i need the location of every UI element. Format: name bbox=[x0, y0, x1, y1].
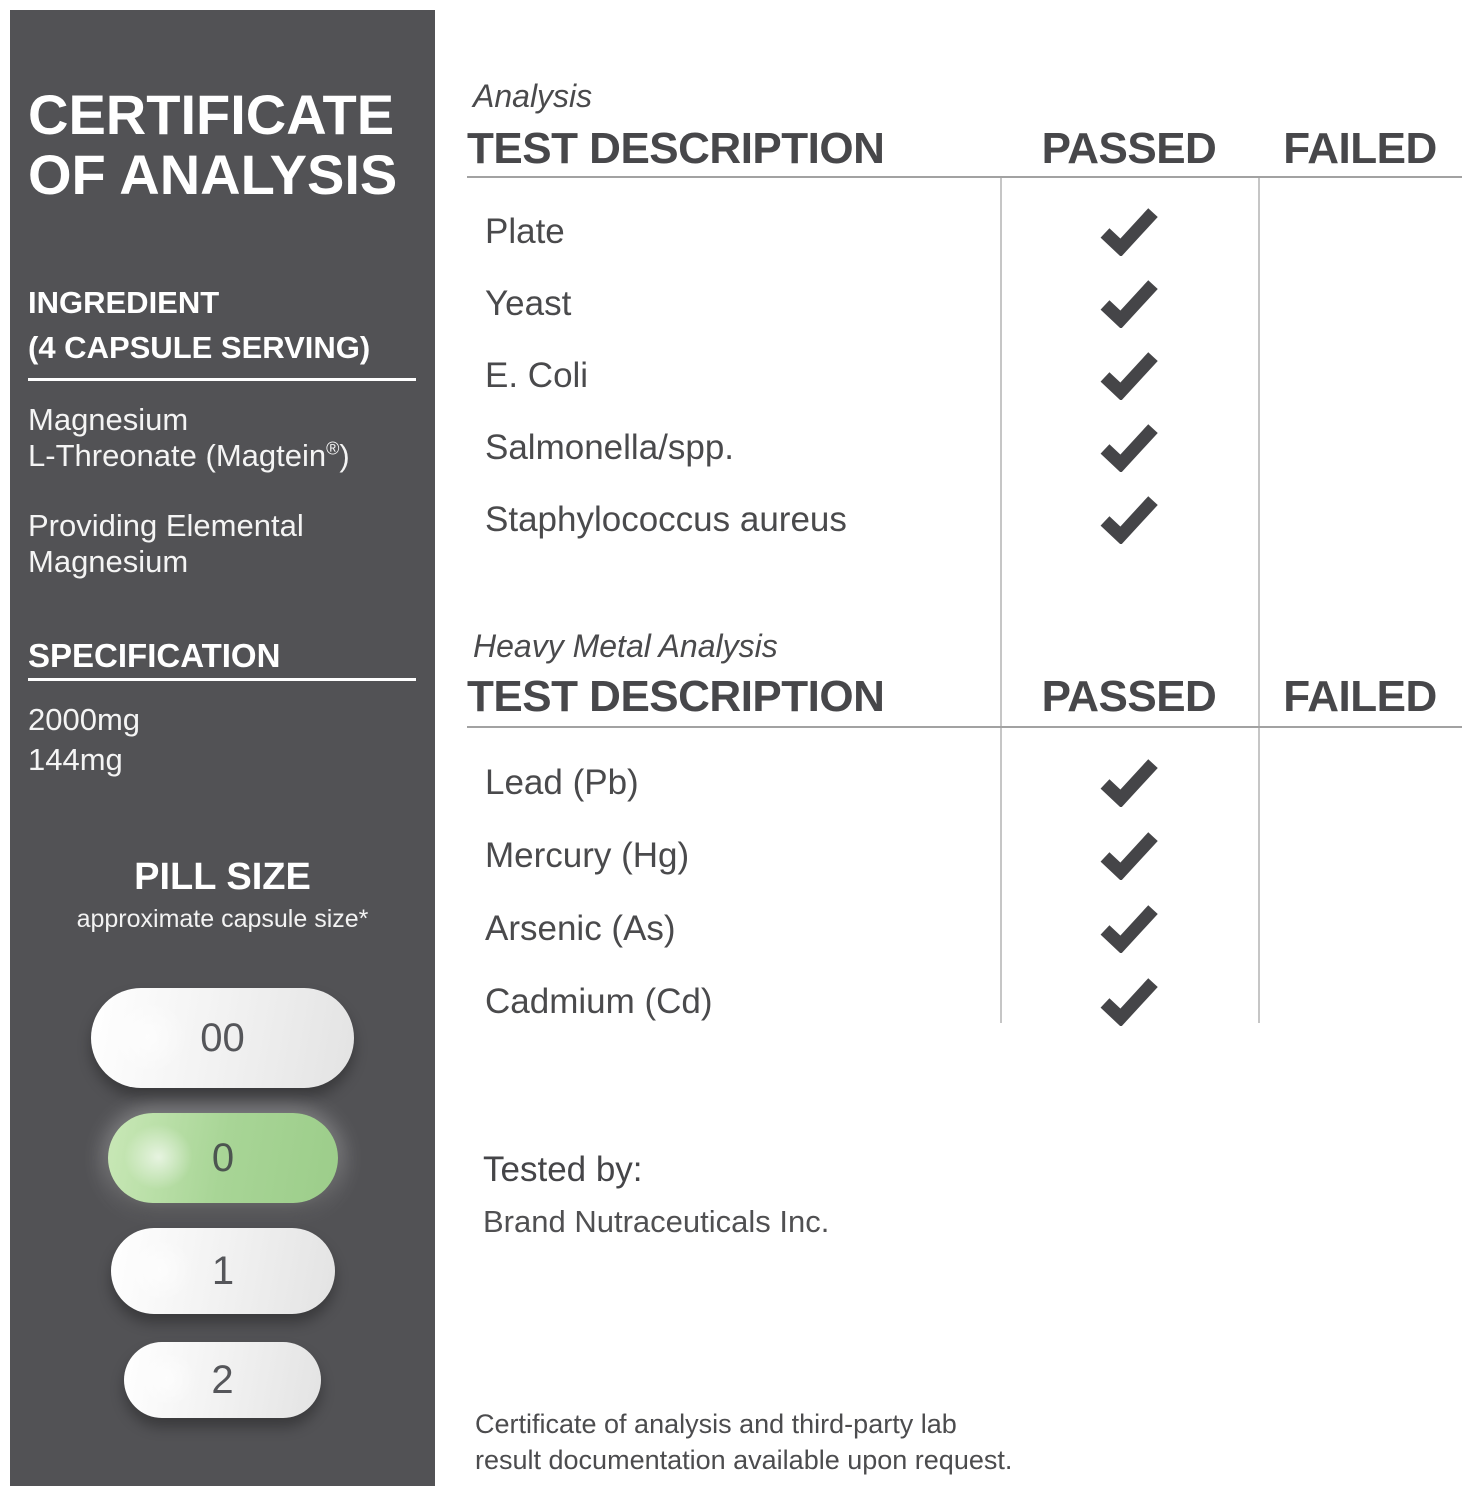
footer-note bbox=[475, 1406, 1012, 1478]
specification-value-elemental: 144mg bbox=[28, 742, 123, 777]
test-name: Salmonella/spp. bbox=[485, 428, 735, 467]
test-name: Yeast bbox=[485, 284, 572, 323]
table-row bbox=[467, 340, 1462, 412]
test-name: E. Coli bbox=[485, 356, 589, 395]
passed-cell bbox=[1000, 978, 1258, 1026]
analysis-table-header bbox=[467, 124, 1462, 174]
column-header-test-description: TEST DESCRIPTION bbox=[467, 124, 885, 173]
table-row bbox=[467, 268, 1462, 340]
test-name: Arsenic (As) bbox=[485, 908, 676, 948]
analysis-section-label: Analysis bbox=[473, 78, 593, 114]
footer-note-line1: Certificate of analysis and third-party lab bbox=[475, 1409, 957, 1439]
check-icon bbox=[1098, 759, 1160, 807]
tested-by-label: Tested by: bbox=[483, 1150, 643, 1189]
footer-note-line2: result documentation available upon request. bbox=[475, 1445, 1013, 1475]
page-title-line1: CERTIFICATE bbox=[28, 83, 395, 146]
check-icon bbox=[1098, 978, 1160, 1026]
column-header-failed: FAILED bbox=[1283, 124, 1437, 173]
heavy-metal-table-body bbox=[467, 728, 1462, 1038]
sidebar bbox=[10, 10, 435, 1486]
check-icon bbox=[1098, 832, 1160, 880]
tested-by-value: Brand Nutraceuticals Inc. bbox=[483, 1204, 830, 1239]
passed-cell bbox=[1000, 496, 1258, 544]
check-icon bbox=[1098, 905, 1160, 953]
registered-trademark-symbol: ® bbox=[326, 438, 340, 459]
page-title bbox=[28, 85, 420, 205]
page-title-line2: OF ANALYSIS bbox=[28, 143, 398, 206]
table-row bbox=[467, 196, 1462, 268]
table-row bbox=[467, 965, 1462, 1038]
ingredient-name-line1: Magnesium bbox=[28, 402, 189, 437]
ingredient-heading-line1: INGREDIENT bbox=[28, 285, 220, 320]
failed-cell bbox=[1258, 280, 1462, 328]
specification-heading: SPECIFICATION bbox=[28, 637, 281, 674]
table-row bbox=[467, 819, 1462, 892]
pill-size-heading: PILL SIZE bbox=[134, 856, 311, 898]
failed-cell bbox=[1258, 496, 1462, 544]
ingredient-divider bbox=[28, 378, 416, 381]
providing-elemental bbox=[28, 508, 420, 580]
heavy-metal-section-label: Heavy Metal Analysis bbox=[473, 628, 778, 664]
test-name: Plate bbox=[485, 212, 565, 251]
failed-cell bbox=[1258, 978, 1462, 1026]
failed-cell bbox=[1258, 352, 1462, 400]
ingredient-heading-line2: (4 CAPSULE SERVING) bbox=[28, 330, 371, 365]
check-icon bbox=[1098, 208, 1160, 256]
failed-cell bbox=[1258, 424, 1462, 472]
check-icon bbox=[1098, 352, 1160, 400]
passed-cell bbox=[1000, 832, 1258, 880]
capsule-size-00-label: 00 bbox=[200, 1015, 245, 1060]
table-row bbox=[467, 892, 1462, 965]
test-name: Mercury (Hg) bbox=[485, 835, 690, 875]
passed-cell bbox=[1000, 905, 1258, 953]
specification-value-total: 2000mg bbox=[28, 702, 141, 737]
heavy-metal-table-header bbox=[467, 672, 1462, 722]
column-header-failed: FAILED bbox=[1283, 672, 1437, 721]
failed-cell bbox=[1258, 759, 1462, 807]
passed-cell bbox=[1000, 208, 1258, 256]
passed-cell bbox=[1000, 759, 1258, 807]
pill-size-subheading: approximate capsule size* bbox=[76, 905, 369, 933]
capsule-size-2 bbox=[124, 1342, 321, 1418]
ingredient-name-line2: L-Threonate (Magtein®) bbox=[28, 438, 350, 473]
capsule-size-0-label: 0 bbox=[211, 1135, 235, 1180]
failed-cell bbox=[1258, 832, 1462, 880]
specification-divider bbox=[28, 678, 416, 681]
ingredient-heading bbox=[28, 280, 420, 370]
test-name: Lead (Pb) bbox=[485, 762, 639, 802]
check-icon bbox=[1098, 496, 1160, 544]
column-header-test-description: TEST DESCRIPTION bbox=[467, 672, 885, 721]
tested-by-block bbox=[483, 1150, 829, 1240]
specification-values bbox=[28, 700, 420, 780]
table-row bbox=[467, 412, 1462, 484]
capsule-size-00 bbox=[91, 988, 354, 1088]
check-icon bbox=[1098, 280, 1160, 328]
table-row bbox=[467, 746, 1462, 819]
table-row bbox=[467, 484, 1462, 556]
ingredient-name bbox=[28, 402, 420, 474]
analysis-table-body bbox=[467, 178, 1462, 556]
capsule-size-1 bbox=[111, 1228, 335, 1314]
passed-cell bbox=[1000, 352, 1258, 400]
capsule-size-1-label: 1 bbox=[211, 1248, 235, 1293]
column-header-passed: PASSED bbox=[1041, 124, 1217, 173]
providing-line1: Providing Elemental bbox=[28, 508, 304, 543]
providing-line2: Magnesium bbox=[28, 544, 189, 579]
failed-cell bbox=[1258, 905, 1462, 953]
capsule-size-0-highlighted bbox=[108, 1113, 338, 1203]
column-header-passed: PASSED bbox=[1041, 672, 1217, 721]
test-name: Cadmium (Cd) bbox=[485, 981, 713, 1021]
failed-cell bbox=[1258, 208, 1462, 256]
capsule-size-2-label: 2 bbox=[211, 1357, 234, 1402]
test-name: Staphylococcus aureus bbox=[485, 500, 847, 539]
check-icon bbox=[1098, 424, 1160, 472]
passed-cell bbox=[1000, 280, 1258, 328]
passed-cell bbox=[1000, 424, 1258, 472]
